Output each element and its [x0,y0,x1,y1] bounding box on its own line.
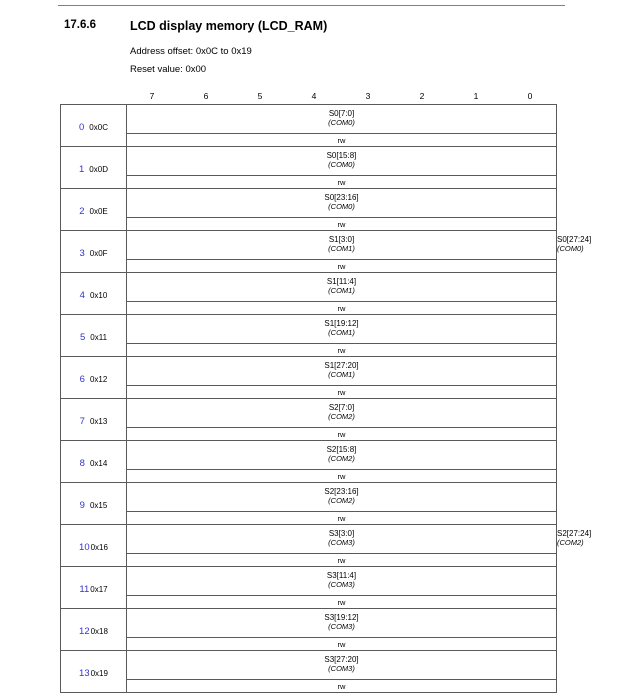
register-offset: 0x15 [89,500,108,510]
bit-field-com: (COM0) [328,202,355,212]
register-index: 5 [79,331,86,343]
bit-field-com: (COM0) [328,118,355,128]
bit-field-name: S3[11:4] [326,571,357,581]
access-row [61,470,557,483]
access-type-cell: rw [127,386,557,399]
bit-field-name: S1[27:20] [324,361,359,371]
access-row [61,512,557,525]
access-row [61,218,557,231]
bit-field-cell [127,399,557,428]
page-top-rule [58,5,565,6]
access-type-cell: rw [127,428,557,441]
access-row [61,680,557,693]
page-title: LCD display memory (LCD_RAM) [130,19,328,33]
register-address-cell [61,231,127,273]
bit-field-cell [127,105,557,134]
register-index: 8 [79,457,85,469]
access-type-cell: rw [127,512,557,525]
bit-field-name: S1[11:4] [326,277,357,287]
bit-field-name: S0[23:16] [324,193,359,203]
register-offset: 0x17 [90,584,108,594]
bit-field-com: (COM3) [328,664,355,674]
register-index: 0 [79,121,85,133]
reset-value-label: Reset value: 0x00 [130,64,207,75]
access-type-cell: rw [127,302,557,315]
register-map-body [61,105,592,693]
register-offset: 0x11 [90,332,108,342]
register-address-cell [61,147,127,189]
bit-header-0: 0 [527,91,533,101]
register-offset: 0x10 [89,290,108,300]
bit-field-com: (COM3) [328,580,355,590]
access-type-cell: rw [127,680,557,693]
bit-field-name: S1[19:12] [324,319,359,329]
table-row: 3 0x0F S1[3:0] (COM1) S0[27:24] (COM0) [61,231,557,260]
register-address-cell [61,567,127,609]
bit-field-com: (COM3) [328,538,355,548]
access-row [61,134,557,147]
bit-field-cell [127,147,557,176]
table-row [61,399,557,428]
register-offset: 0x13 [89,416,108,426]
bit-header-1: 1 [473,91,479,101]
table-row [61,441,557,470]
register-address-cell [61,441,127,483]
bit-field-name: S1[3:0] [328,235,355,245]
register-offset: 0x12 [89,374,108,384]
bit-field-com: (COM1) [328,286,355,296]
access-type-cell: rw [127,596,557,609]
bit-field-name: S3[19:12] [324,613,359,623]
register-index: 7 [79,415,85,427]
access-row [61,344,557,357]
register-map-table [60,104,592,693]
register-address-cell [61,399,127,441]
register-index: 2 [79,205,85,217]
address-offset-label: Address offset: 0x0C to 0x19 [130,46,252,57]
bit-header-4: 4 [311,91,317,101]
register-address-cell [61,273,127,315]
bit-field-com: (COM2) [328,496,355,506]
table-row [61,315,557,344]
bit-field-cell [127,357,557,386]
register-offset: 0x0E [89,206,108,216]
bit-field-com: (COM1) [328,328,355,338]
register-address-cell [61,609,127,651]
register-index: 1 [79,163,85,175]
register-offset: 0x16 [90,542,108,552]
bit-field-com: (COM2) [328,412,355,422]
access-row [61,302,557,315]
register-address-cell [61,189,127,231]
bit-number-header [125,91,557,104]
bit-field-name: S2[7:0] [328,403,355,413]
bit-header-5: 5 [257,91,263,101]
bit-field-cell [127,189,557,218]
bit-field-com: (COM1) [328,370,355,380]
register-address-cell [61,525,127,567]
table-row [61,105,557,134]
bit-field-cell [127,273,557,302]
table-row [61,357,557,386]
register-index: 11 [79,583,90,595]
access-row [61,176,557,189]
access-type-cell: rw [127,260,557,273]
bit-field-cell [127,609,557,638]
bit-field-name: S2[15:8] [326,445,357,455]
table-row [61,483,557,512]
table-row [61,273,557,302]
register-offset: 0x0D [89,164,108,174]
section-heading [0,19,625,39]
table-row [61,147,557,176]
register-address-cell [61,651,127,693]
bit-field-cell [127,525,557,554]
register-offset: 0x18 [90,626,108,636]
bit-field-name: S0[7:0] [328,109,355,119]
register-address-cell [61,357,127,399]
bit-field-name: S2[23:16] [324,487,359,497]
bit-field-cell [127,315,557,344]
access-type-cell: rw [127,176,557,189]
access-row [61,386,557,399]
bit-field-com: (COM3) [328,622,355,632]
register-address-cell [61,315,127,357]
bit-field-com: (COM2) [328,454,355,464]
bit-field-cell [127,567,557,596]
register-index: 12 [79,625,90,637]
access-type-cell: rw [127,554,557,567]
table-row: 100x16 S3[3:0] (COM3) S2[27:24] (COM2) [61,525,557,554]
access-row [61,596,557,609]
bit-field-name: S3[3:0] [328,529,355,539]
access-type-cell: rw [127,638,557,651]
access-type-cell: rw [127,344,557,357]
access-type-cell: rw [127,470,557,483]
register-offset: 0x0C [89,122,108,132]
access-row [61,638,557,651]
bit-field-com: (COM1) [328,244,355,254]
bit-field-cell [127,483,557,512]
register-index: 4 [79,289,85,301]
table-row [61,567,557,596]
register-offset: 0x0F [89,248,108,258]
register-address-cell [61,105,127,147]
table-row [61,189,557,218]
access-row [61,554,557,567]
register-index: 3 [79,247,85,259]
register-index: 13 [79,667,90,679]
register-index: 9 [79,499,85,511]
register-index: 10 [79,541,90,553]
section-number: 17.6.6 [64,19,96,31]
access-row [61,428,557,441]
table-row [61,609,557,638]
table-row [61,651,557,680]
access-row [61,260,557,273]
register-address-cell [61,483,127,525]
bit-field-cell [127,231,557,260]
bit-header-3: 3 [365,91,371,101]
bit-header-6: 6 [203,91,209,101]
register-offset: 0x14 [89,458,108,468]
bit-header-2: 2 [419,91,425,101]
bit-field-name: S3[27:20] [324,655,359,665]
access-type-cell: rw [127,218,557,231]
bit-field-name: S0[15:8] [326,151,357,161]
bit-field-cell [127,651,557,680]
bit-field-cell [127,441,557,470]
bit-field-com: (COM0) [328,160,355,170]
register-offset: 0x19 [90,668,108,678]
register-index: 6 [79,373,85,385]
access-type-cell: rw [127,134,557,147]
bit-header-7: 7 [149,91,155,101]
